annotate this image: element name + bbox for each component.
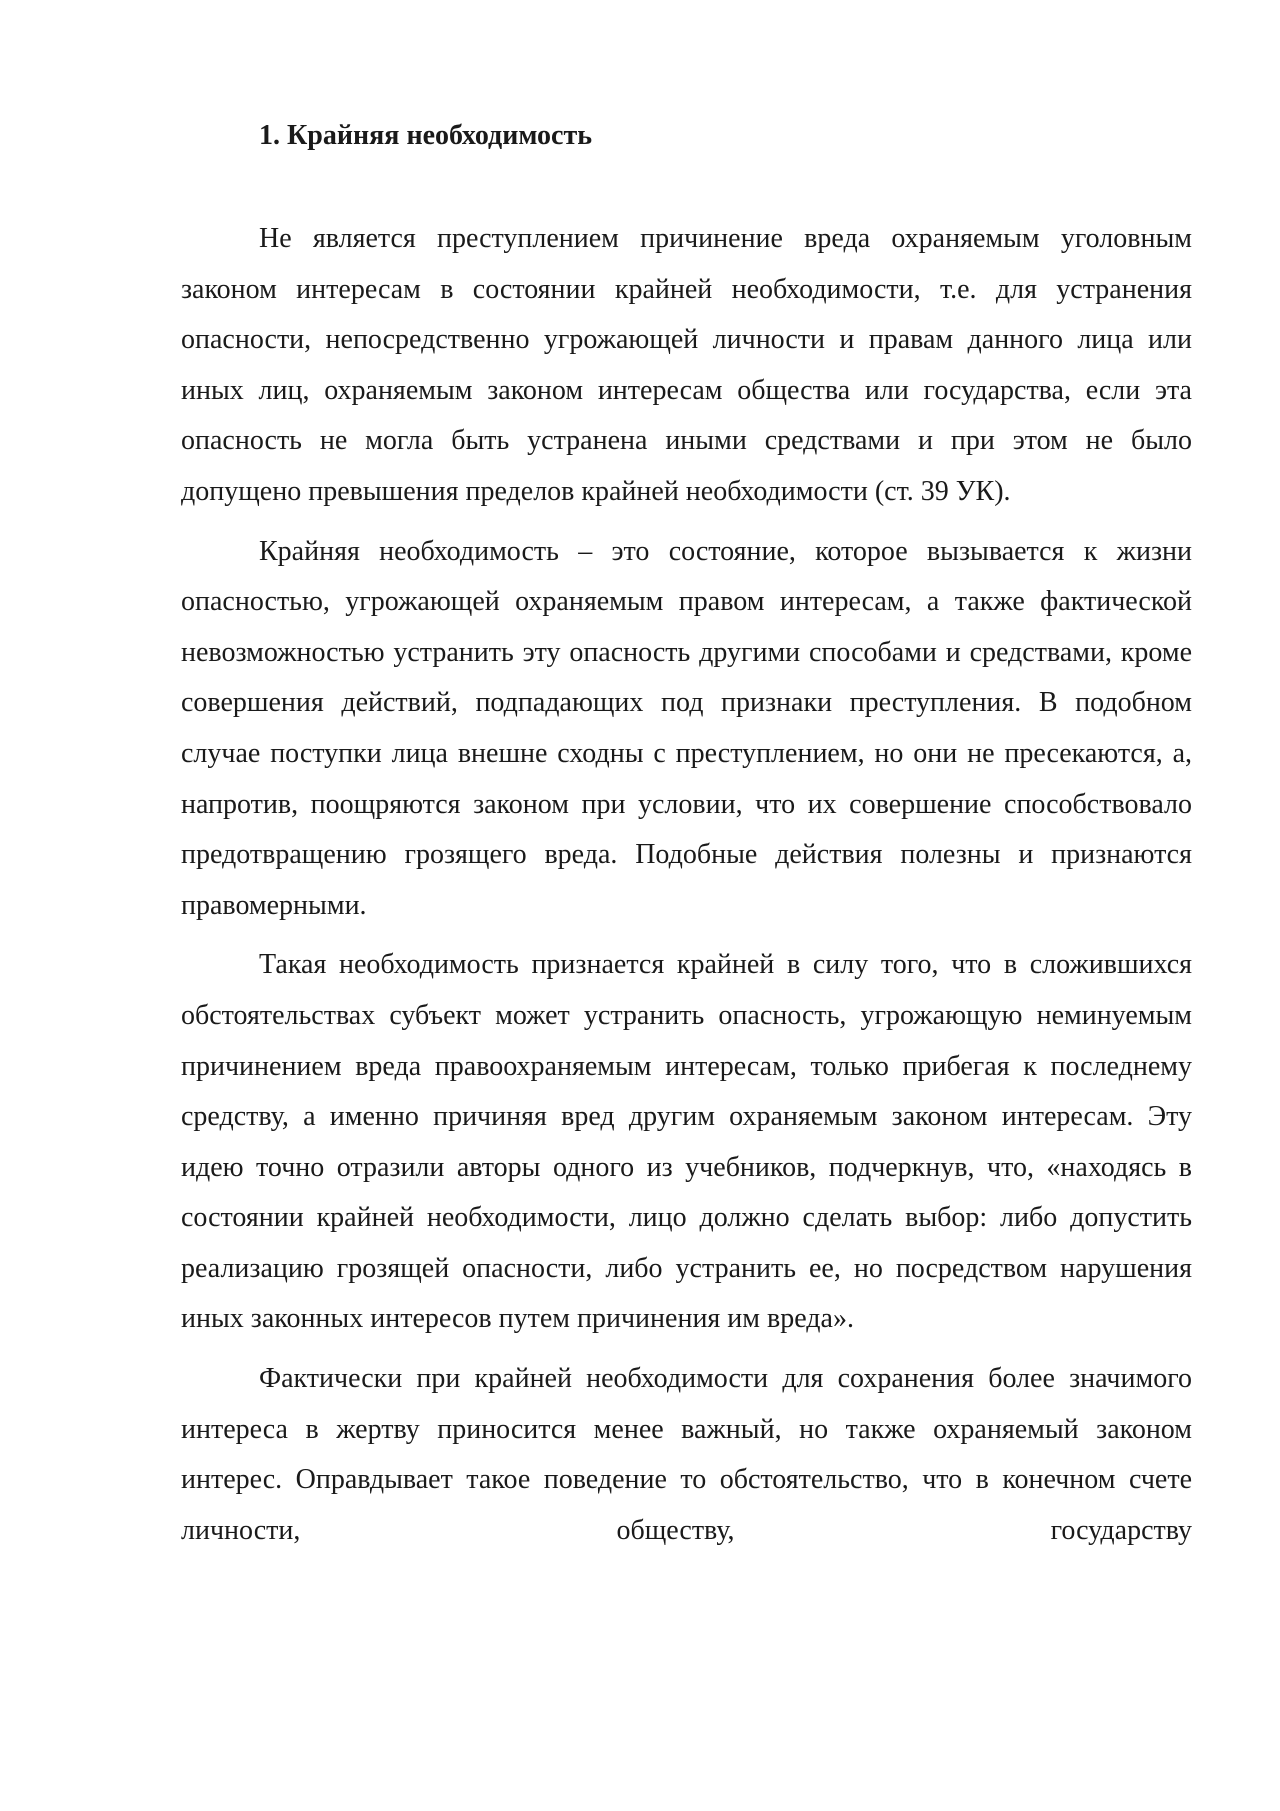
document-body xyxy=(181,118,1192,1556)
paragraph: Крайняя необходимость – это состояние, которое вызывается к жизни опасностью, угрожающей охраняемым правом интересам, а также фактической невозможностью устранить эту опасность другими способами и средствами, кроме совершения действий, подпадающих под признаки преступления. В подобном случае поступки лица внешне сходны с преступлением, но они не пресекаются, а, напротив, поощряются законом при условии, что их совершение способствовало предотвращению грозящего вреда. Подобные действия полезны и признаются правомерными. xyxy=(181,535,1192,921)
section-heading: 1. Крайняя необходимость xyxy=(259,120,593,151)
paragraph: Фактически при крайней необходимости для сохранения более значимого интереса в жертву приносится менее важный, но также охраняемый законом интерес. Оправдывает такое поведение то обстоятельство, что в конечном счете личности, обществу, государству xyxy=(181,1363,1192,1546)
paragraph: Такая необходимость признается крайней в силу того, что в сложившихся обстоятельствах субъект может устранить опасность, угрожающую неминуемым причинением вреда правоохраняемым интересам, только прибегая к последнему средству, а именно причиняя вред другим охраняемым законом интересам. Эту идею точно отразили авторы одного из учебников, подчеркнув, что, «находясь в состоянии крайней необходимости, лицо должно сделать выбор: либо допустить реализацию грозящей опасности, либо устранить ее, но посредством нарушения иных законных интересов путем причинения им вреда». xyxy=(181,949,1192,1335)
paragraph: Не является преступлением причинение вреда охраняемым уголовным законом интересам в состоянии крайней необходимости, т.е. для устранения опасности, непосредственно угрожающей личности и правам данного лица или иных лиц, охраняемым законом интересам общества или государства, если эта опасность не могла быть устранена иными средствами и при этом не было допущено превышения пределов крайней необходимости (ст. 39 УК). xyxy=(181,223,1192,507)
